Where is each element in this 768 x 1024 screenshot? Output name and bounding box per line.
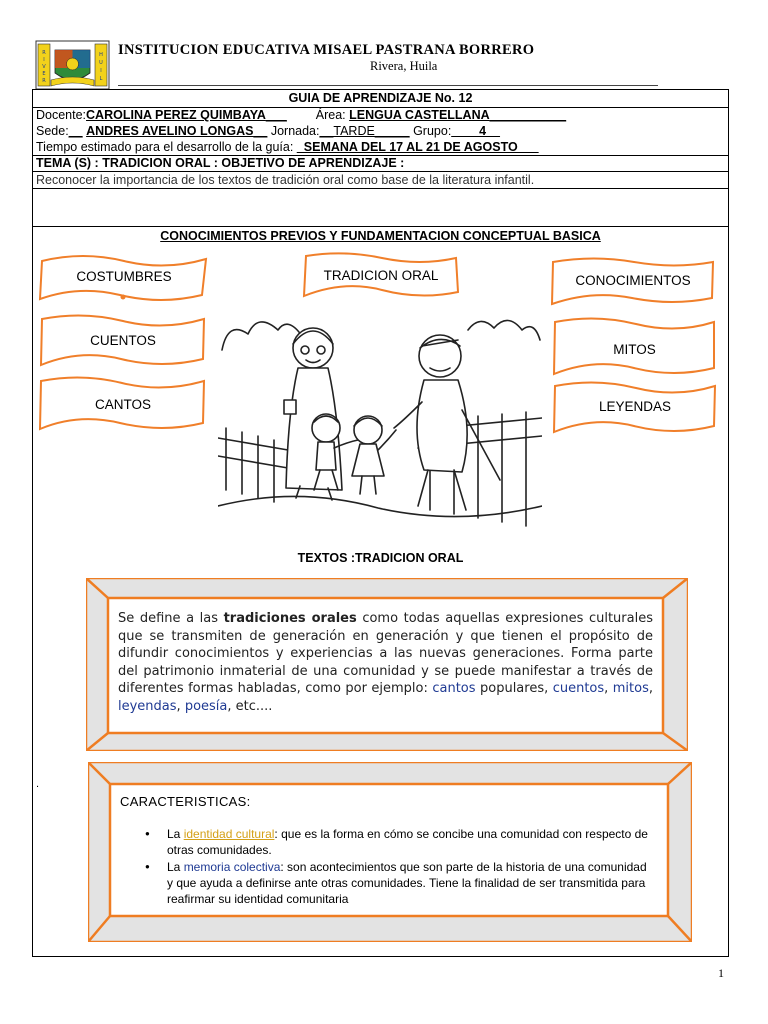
link-poesia[interactable]: poesía (184, 698, 228, 714)
link-cantos[interactable]: cantos (432, 681, 476, 697)
banner-label: COSTUMBRES (76, 269, 172, 284)
banner-tradicion-oral (302, 252, 460, 302)
tema-row: TEMA (S) : TRADICION ORAL : OBJETIVO DE APRENDIZAJE : (36, 156, 405, 170)
sede-lead: __ (68, 124, 83, 138)
characteristics-title: CARACTERISTICAS: (120, 794, 251, 809)
jornada-value: __TARDE_____ (319, 124, 410, 138)
link-identidad-cultural[interactable]: identidad cultural (183, 827, 275, 841)
svg-text:R: R (42, 78, 46, 84)
banner-mitos (552, 316, 717, 378)
svg-text:I: I (43, 57, 45, 63)
link-leyendas[interactable]: leyendas (118, 698, 177, 714)
area-value: LENGUA CASTELLANA (349, 108, 490, 122)
banner-label: TRADICION ORAL (323, 268, 439, 283)
banner-cantos (38, 375, 208, 433)
banner-leyendas (552, 380, 718, 436)
link-mitos[interactable]: mitos (612, 681, 649, 697)
docente-row (36, 108, 566, 122)
objective-text: Reconocer la importancia de los textos de tradición oral como base de la literatura infantil. (36, 173, 535, 187)
banner-label: MITOS (613, 342, 656, 357)
definition-keyword: tradiciones orales (223, 611, 357, 626)
divider (32, 188, 729, 189)
definition-part: como todas aquellas expresiones culturales que se transmiten de generación en generación y que tienen el propósito de difundir conocimientos y experiencias a las nuevas generaciones. Forma parte del patrimonio inmaterial de una comunidad y se puede manifestar a través de diferentes formas habladas, como por ejemplo: (118, 611, 653, 697)
definition-part: Se define a las (118, 611, 224, 626)
docente-trail: ___ (265, 108, 287, 122)
header-divider (118, 85, 658, 86)
item-text: La (167, 827, 184, 841)
banner-costumbres (38, 253, 210, 303)
grupo-label: Grupo: (413, 124, 452, 138)
section-title: CONOCIMIENTOS PREVIOS Y FUNDAMENTACION CONCEPTUAL BASICA (160, 229, 601, 243)
item-text: : son acontecimientos que son parte de la historia de una comunidad y que ayuda a definirse ante otras comunidades. Tiene la finalidad de ser transmitida para reafirmar su identidad comunitaria (167, 860, 647, 906)
sede-label: Sede: (36, 124, 69, 138)
textos-title: TEXTOS :TRADICION ORAL (297, 551, 464, 565)
page-number: 1 (718, 966, 724, 980)
banner-label: CONOCIMIENTOS (575, 273, 691, 288)
grupo-value: ____4__ (451, 124, 500, 138)
definition-text (118, 610, 653, 716)
svg-text:E: E (42, 71, 46, 77)
family-illustration (218, 310, 542, 530)
list-item (145, 859, 655, 907)
jornada-label: Jornada: (270, 124, 320, 138)
guide-title: GUIA DE APRENDIZAJE No. 12 (288, 91, 473, 105)
institution-city: Rivera, Huila (370, 59, 438, 73)
area-trail: ___________ (489, 108, 567, 122)
banner-label: LEYENDAS (598, 399, 672, 414)
tiempo-value: _SEMANA DEL 17 AL 21 DE AGOSTO___ (296, 140, 539, 154)
stray-mark: . (36, 778, 40, 790)
svg-text:I: I (100, 68, 102, 74)
definition-part: , (176, 698, 185, 714)
sede-row (36, 124, 500, 138)
banner-label: CUENTOS (90, 333, 156, 348)
tiempo-row (36, 140, 539, 154)
school-logo (35, 40, 110, 90)
item-text: La (167, 860, 184, 874)
banner-cuentos (39, 313, 207, 369)
banner-conocimientos (550, 256, 716, 306)
svg-text:R: R (42, 50, 46, 56)
docente-value: CAROLINA PEREZ QUIMBAYA (86, 108, 266, 122)
svg-text:L: L (99, 76, 103, 82)
tiempo-label: Tiempo estimado para el desarrollo de la guía: (36, 140, 294, 154)
svg-text:U: U (99, 60, 103, 66)
link-memoria-colectiva[interactable]: memoria colectiva (183, 860, 281, 874)
sede-value: ANDRES AVELINO LONGAS (86, 124, 254, 138)
area-label: Área: (315, 108, 346, 122)
definition-part: populares, (475, 681, 553, 697)
svg-text:V: V (42, 64, 46, 70)
definition-part: , etc.... (227, 698, 273, 714)
svg-text:H: H (99, 52, 103, 58)
link-cuentos[interactable]: cuentos (552, 681, 605, 697)
divider (32, 171, 729, 172)
docente-label: Docente: (36, 108, 87, 122)
characteristics-list (145, 826, 655, 908)
list-item (145, 826, 655, 858)
banner-label: CANTOS (94, 397, 151, 412)
item-text: : que es la forma en cómo se concibe una comunidad con respecto de otras comunidades. (167, 827, 648, 857)
institution-name: INSTITUCION EDUCATIVA MISAEL PASTRANA BORRERO (118, 42, 535, 58)
definition-part: , (604, 681, 613, 697)
definition-part: , (648, 681, 654, 697)
sede-trail: __ (253, 124, 268, 138)
divider (32, 226, 729, 227)
